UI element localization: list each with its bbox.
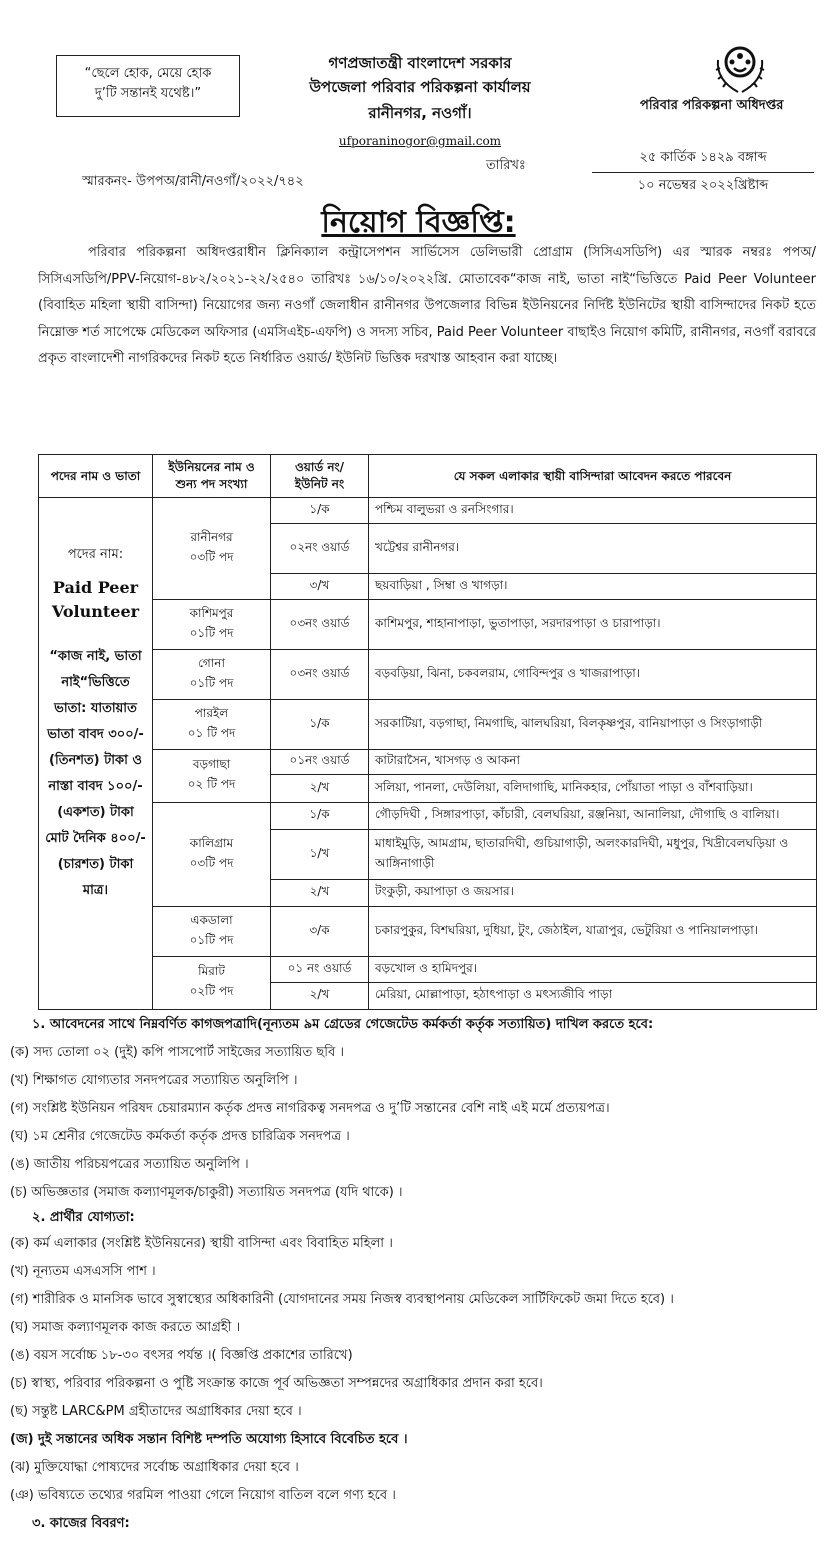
office-name: উপজেলা পরিবার পরিকল্পনা কার্যালয়: [309, 78, 531, 96]
family-planning-logo-icon: [708, 40, 772, 98]
table-header-row: [39, 455, 817, 498]
office-email[interactable]: ufporaninogor@gmail.com: [338, 134, 502, 148]
table-row: [39, 803, 817, 830]
ward-cell: ১/খ: [271, 830, 369, 880]
section-heading: ১. আবেদনের সাথে নিম্নবর্ণিত কাগজপত্রাদি(নূন্যতম ৯ম গ্রেডের গেজেটেড কর্মকর্তা কর্তৃক সত্যায়িত) দাখিল করতে হবে:: [32, 1017, 654, 1032]
list-item: (খ) শিক্ষাগত যোগ্যতার সনদপত্রের সত্যায়িত অনুলিপি ।: [10, 1073, 298, 1088]
ward-cell: ৩/ক: [271, 907, 369, 957]
union-name: পারইল: [194, 705, 229, 720]
ward-cell: ১/ক: [271, 498, 369, 524]
table-row: [39, 650, 817, 700]
list-item: (ঝ) মুক্তিযোদ্ধা পোষ্যদের সর্বোচ্চ অগ্রাধিকার দেয়া হবে ।: [10, 1460, 299, 1475]
col-header-post: পদের নাম ও ভাতা: [39, 455, 153, 498]
list-item: (ক) সদ্য তোলা ০২ (দুই) কপি পাসপোর্ট সাইজের সত্যায়িত ছবি ।: [10, 1045, 344, 1060]
union-name: একডালা: [190, 912, 233, 927]
areas-cell: কাটারাসৈন, খাসগড় ও আকনা: [369, 750, 817, 775]
areas-cell: সরকাটিয়া, বড়গাছা, নিমগাছি, ঝালঘরিয়া, বিলকৃষ্ণপুর, বানিয়াপাড়া ও সিংড়াগাড়ী: [369, 700, 817, 750]
allowance-text: ভাতা: যাতায়াত ভাতা বাবদ ৩০০/-(তিনশত) টাকা ও নাস্তা বাবদ ১০০/-(একশত) টাকা মোট দৈনিক ৪০০/-(চারশত) টাকা মাত্র।: [45, 701, 146, 898]
union-cell: [153, 750, 271, 803]
gov-name: গণপ্রজাতন্ত্রী বাংলাদেশ সরকার: [328, 54, 512, 72]
list-item: (ঙ) জাতীয় পরিচয়পত্রের সত্যায়িত অনুলিপি ।: [10, 1157, 249, 1172]
union-cell: [153, 957, 271, 1010]
ward-cell: ০২নং ওয়ার্ড: [271, 524, 369, 574]
col-header-areas: যে সকল এলাকার স্থায়ী বাসিন্দারা আবেদন করতে পারবেন: [369, 455, 817, 498]
date-divider: [592, 172, 814, 173]
section-heading: ২. প্রার্থীর যোগ্যতা:: [32, 1210, 135, 1225]
department-name: পরিবার পরিকল্পনা অধিদপ্তর: [640, 98, 784, 113]
section-heading: ৩. কাজের বিবরণ:: [32, 1516, 130, 1531]
list-item: (গ) সংশ্লিষ্ট ইউনিয়ন পরিষদ চেয়ারম্যান কর্তৃক প্রদত্ত নাগরিকত্ব সনদপত্র ও দু’টি সন্তানের বেশি নাই এই মর্মে প্রত্যয়পত্র।: [10, 1101, 610, 1116]
notice-title: নিয়োগ বিজ্ঞপ্তি:: [321, 205, 516, 240]
union-posts: ০১টি পদ: [189, 932, 234, 947]
table-row: [39, 957, 817, 983]
areas-cell: খট্টেশ্বর রানীনগর।: [369, 524, 817, 574]
areas-cell: সলিয়া, পানলা, দেউলিয়া, বলিদাগাছি, মানিকহার, পোঁয়াতা পাড়া ও বাঁশবাড়িয়া।: [369, 775, 817, 803]
areas-cell: পশ্চিম বালুভরা ও রনসিংগার।: [369, 498, 817, 524]
union-name: কাশিমপুর: [189, 605, 234, 620]
col-header-union: ইউনিয়নের নাম ও শুন্য পদ সংখ্যা: [153, 455, 271, 498]
post-name: Paid Peer Volunteer: [51, 578, 140, 621]
allowance-basis: “কাজ নাই, ভাতা নাই“ভিত্তিতে: [49, 649, 142, 690]
areas-cell: গৌড়দিঘী , সিঙ্গারপাড়া, কাঁচারী, বেলঘরিয়া, রঞ্জনিয়া, আনালিয়া, দৌগাছি ও বালিয়া।: [369, 803, 817, 830]
union-name: বড়গাছা: [192, 757, 231, 771]
list-item: (খ) নূন্যতম এসএসসি পাশ ।: [10, 1264, 156, 1279]
union-cell: [153, 600, 271, 650]
ward-cell: ৩/খ: [271, 574, 369, 600]
union-posts: ০৩টি পদ: [189, 549, 234, 564]
table-row: [39, 498, 817, 524]
ward-cell: ০১ নং ওয়ার্ড: [271, 957, 369, 983]
areas-cell: বড়খোল ও হামিদপুর।: [369, 957, 817, 983]
table-row: [39, 700, 817, 750]
list-item: (চ) অভিজ্ঞতার (সমাজ কল্যাণমূলক/চাকুরী) সত্যায়িত সনদপত্র (যদি থাকে) ।: [10, 1185, 403, 1200]
list-item: (জ) দুই সন্তানের অধিক সন্তান বিশিষ্ট দম্পতি অযোগ্য হিসাবে বিবেচিত হবে ।: [10, 1432, 408, 1447]
list-item: (ঘ) ১ম শ্রেনীর গেজেটেড কর্মকর্তা কর্তৃক প্রদত্ত চারিত্রিক সনদপত্র ।: [10, 1129, 350, 1144]
slogan-line-2: দু’টি সন্তানই যথেষ্ট।”: [94, 86, 202, 101]
union-posts: ০২টি পদ: [189, 984, 234, 998]
areas-cell: বড়বড়িয়া, ঝিনা, চকবলরাম, গোবিন্দপুর ও খাজরাপাড়া।: [369, 650, 817, 700]
ward-cell: ০৩নং ওয়ার্ড: [271, 650, 369, 700]
areas-cell: মেরিয়া, মোল্লাপাড়া, হঠাৎপাড়া ও মৎস্যজীবি পাড়া: [369, 983, 817, 1010]
union-posts: ০১টি পদ: [189, 625, 234, 640]
union-posts: ০২ টি পদ: [187, 777, 236, 791]
table-row: [39, 750, 817, 775]
union-posts: ০১টি পদ: [189, 675, 234, 690]
vacancy-table: [38, 454, 817, 1010]
ward-cell: ১/ক: [271, 700, 369, 750]
union-posts: ০৩টি পদ: [189, 855, 234, 870]
ward-cell: ০৩নং ওয়ার্ড: [271, 600, 369, 650]
union-name: মিরাট: [198, 964, 225, 978]
union-cell: [153, 700, 271, 750]
union-cell: [153, 498, 271, 600]
table-row: [39, 600, 817, 650]
union-name: কালিগ্রাম: [189, 835, 234, 850]
list-item: (ছ) সন্তুষ্ট LARC&PM গ্রহীতাদের অগ্রাধিকার দেয়া হবে ।: [10, 1404, 302, 1419]
union-cell: [153, 907, 271, 957]
ward-cell: ২/খ: [271, 880, 369, 907]
areas-cell: টংকুড়ী, কয়াপাড়া ও জয়সার।: [369, 880, 817, 907]
areas-cell: কাশিমপুর, শাহানাপাড়া, ভুতাপাড়া, সরদারপাড়া ও চারাপাড়া।: [369, 600, 817, 650]
ward-cell: ১/ক: [271, 803, 369, 830]
col-header-ward: ওয়ার্ড নং/ ইউনিট নং: [271, 455, 369, 498]
slogan-line-1: “ছেলে হোক, মেয়ে হোক: [84, 66, 212, 81]
intro-paragraph: পরিবার পরিকল্পনা অধিদপ্তরাধীন ক্লিনিক্যাল কন্ট্রাসেপশন সার্ভিসেস ডেলিভারী প্রোগ্রাম (সিসিএসডিপি) এর স্মারক নম্বরঃ পপঅ/সিসিএসডিপি/PPV-নিয়োগ-৪৮২/২০২১-২২/২৫৪০ তারিখঃ ১৬/১০/২০২২খ্রি. মোতাবেক“কাজ নাই, ভাতা নাই“ভিত্তিতে Paid Peer Volunteer (বিবাহিত মহিলা স্থায়ী বাসিন্দা) নিয়োগের জন্য নওগাঁ জেলাধীন রানীনগর উপজেলার বিভিন্ন ইউনিয়নের নির্দিষ্ট ইউনিটের স্থায়ী বাসিন্দাদের নিকট হতে নিম্নোক্ত শর্ত সাপেক্ষে মেডিকেল অফিসার (এমসিএইচ-এফপি) ও সদস্য সচিব, Paid Peer Volunteer বাছাইও নিয়োগ কমিটি, রানীনগর, নওগাঁ বরাবরে প্রকৃত বাংলাদেশী নাগরিকদের নিকট হতে নির্ধারিত ওয়ার্ড/ ইউনিট ভিত্তিক দরখাস্ত আহবান করা যাচ্ছে।: [38, 245, 816, 366]
areas-cell: চকারপুকুর, বিশঘরিয়া, দুধিয়া, টুং, জেঠাইল, যাত্রাপুর, ভেটুরিয়া ও পানিয়ালপাড়া।: [369, 907, 817, 957]
office-location: রানীনগর, নওগাঁ।: [368, 104, 472, 122]
post-cell: [39, 498, 153, 1010]
date-bangla: ২৫ কার্তিক ১৪২৯ বঙ্গাব্দ: [639, 150, 767, 165]
list-item: (ক) কর্ম এলাকার (সংশ্লিষ্ট ইউনিয়নের) স্থায়ী বাসিন্দা এবং বিবাহিত মহিলা ।: [10, 1236, 393, 1251]
ward-cell: ২/খ: [271, 983, 369, 1010]
areas-cell: ছয়বাড়িয়া , সিম্বা ও খাগড়া।: [369, 574, 817, 600]
memo-number: স্মারকনং- উপপঅ/রানী/নওগাঁ/২০২২/৭৪২: [82, 174, 304, 189]
post-label: পদের নাম:: [67, 547, 124, 562]
table-row: [39, 907, 817, 957]
union-cell: [153, 803, 271, 907]
list-item: (ঞ) ভবিষ্যতে তথ্যের গরমিল পাওয়া গেলে নিয়োগ বাতিল বলে গণ্য হবে ।: [10, 1488, 396, 1503]
union-posts: ০১ টি পদ: [187, 725, 236, 740]
list-item: (চ) স্বাস্থ্য, পরিবার পরিকল্পনা ও পুষ্টি সংক্রান্ত কাজে পূর্ব অভিজ্ঞতা সম্পন্নদের অগ্রাধিকার প্রদান করা হবে।: [10, 1376, 543, 1391]
date-english: ১০ নভেম্বর ২০২২খ্রিষ্টাব্দ: [637, 178, 769, 193]
slogan-box: [56, 55, 240, 117]
union-name: রানীনগর: [190, 529, 233, 544]
ward-cell: ২/খ: [271, 775, 369, 803]
date-label: তারিখঃ: [486, 158, 526, 173]
list-item: (গ) শারীরিক ও মানসিক ভাবে সুস্বাস্থ্যের অধিকারিনী (যোগদানের সময় নিজস্ব ব্যবস্থাপনায় মেডিকেল সার্টিফিকেট জমা দিতে হবে) ।: [10, 1292, 674, 1307]
union-name: গোনা: [198, 655, 225, 670]
list-item: (ঘ) সমাজ কল্যাণমূলক কাজ করতে আগ্রহী ।: [10, 1320, 241, 1335]
union-cell: [153, 650, 271, 700]
list-item: (ঙ) বয়স সর্বোচ্চ ১৮-৩০ বৎসর পর্যন্ত ।( বিজ্ঞপ্তি প্রকাশের তারিখে): [10, 1348, 353, 1363]
areas-cell: মাধাইমুড়ি, আমগ্রাম, ছাতারদিঘী, গুচিয়াগাড়ী, অলংকারদিঘী, মধুপুর, খিদ্রীবেলঘড়িয়া ও আঙ্গিনাগাড়ী: [369, 830, 817, 880]
ward-cell: ০১নং ওয়ার্ড: [271, 750, 369, 775]
